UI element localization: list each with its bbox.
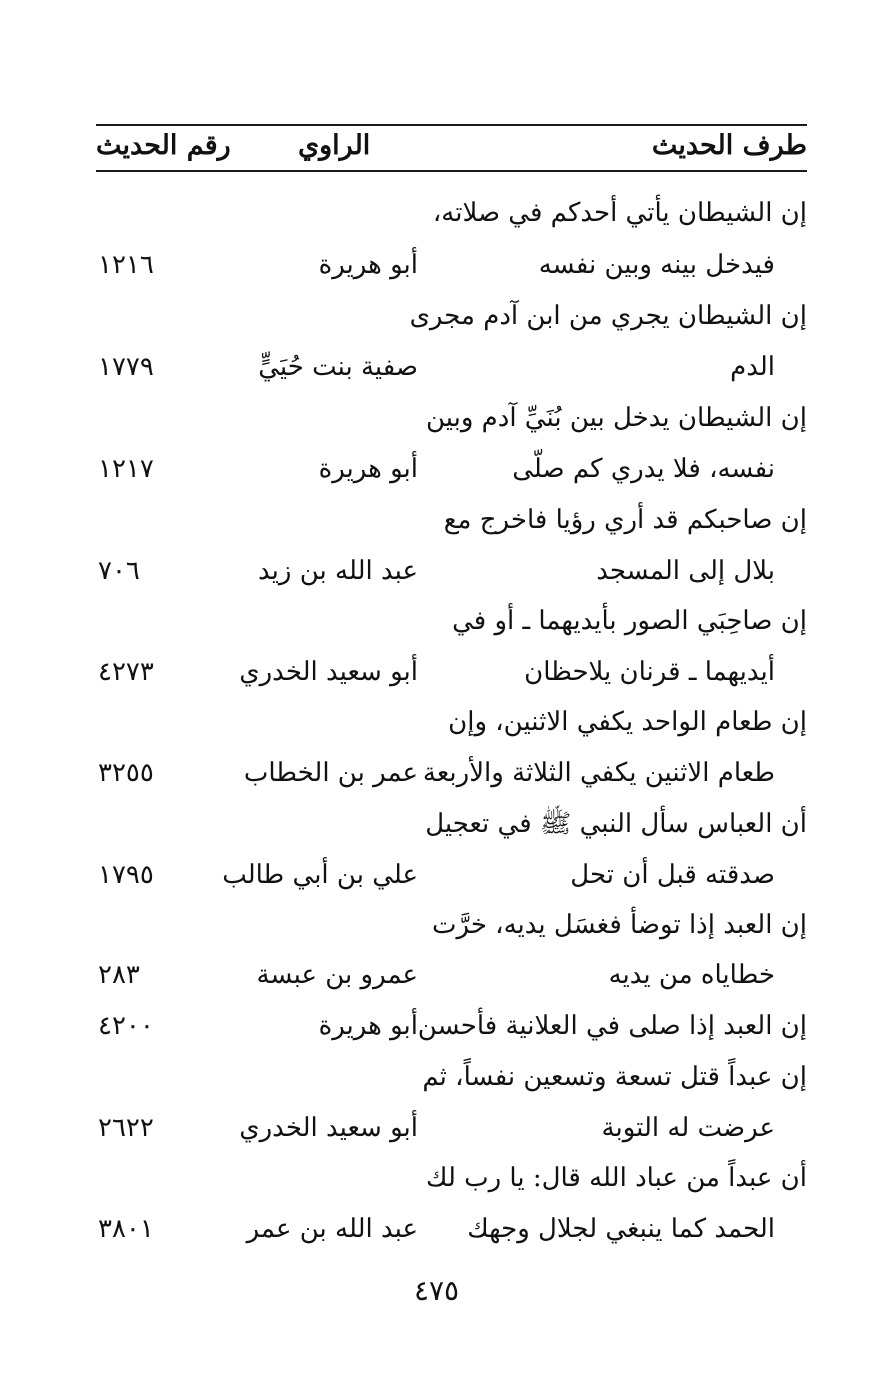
hadith-line: إن عبداً قتل تسعة وتسعين نفساً، ثم (422, 1062, 807, 1092)
hadith-line: إن العبد إذا صلى في العلانية فأحسن (417, 1011, 807, 1041)
hadith-number: ٣٢٥٥ (98, 758, 154, 788)
header-top-rule (96, 124, 807, 126)
narrator-name: عمرو بن عبسة (256, 960, 418, 990)
hadith-line: طعام الاثنين يكفي الثلاثة والأربعة (422, 758, 775, 788)
hadith-number: ١٢١٧ (98, 454, 154, 484)
column-header-number: رقم الحديث (96, 130, 231, 161)
hadith-line: إن الشيطان يجري من ابن آدم مجرى (409, 301, 807, 331)
narrator-name: عبد الله بن عمر (246, 1214, 418, 1244)
narrator-name: أبو هريرة (318, 1011, 418, 1041)
hadith-line: أن عبداً من عباد الله قال: يا رب لك (426, 1163, 807, 1193)
hadith-number: ٢٦٢٢ (98, 1113, 154, 1143)
page-number: ٤٧٥ (413, 1274, 460, 1307)
hadith-number: ٤٢٠٠ (98, 1011, 154, 1041)
hadith-line: بلال إلى المسجد (596, 556, 775, 586)
column-header-hadith: طرف الحديث (651, 130, 807, 161)
hadith-number: ٣٨٠١ (98, 1214, 154, 1244)
hadith-line: إن الشيطان يأتي أحدكم في صلاته، (432, 198, 807, 228)
narrator-name: علي بن أبي طالب (222, 860, 418, 890)
hadith-line: إن الشيطان يدخل بين بُنَيِّ آدم وبين (425, 403, 807, 433)
narrator-name: عمر بن الخطاب (243, 758, 418, 788)
narrator-name: أبو سعيد الخدري (239, 657, 418, 687)
hadith-line: أيديهما ـ قرنان يلاحظان (524, 657, 775, 687)
narrator-name: أبو هريرة (318, 454, 418, 484)
hadith-number: ١٢١٦ (98, 250, 154, 280)
narrator-name: صفية بنت حُيَيٍّ (258, 352, 418, 382)
narrator-name: أبو سعيد الخدري (239, 1113, 418, 1143)
narrator-name: عبد الله بن زيد (258, 556, 418, 586)
hadith-number: ٤٢٧٣ (98, 657, 154, 687)
hadith-line: إن طعام الواحد يكفي الاثنين، وإن (448, 707, 807, 737)
hadith-line: إن صاحبكم قد أري رؤيا فاخرج مع (443, 505, 807, 535)
hadith-line: أن العباس سأل النبي ﷺ في تعجيل (425, 809, 807, 839)
hadith-number: ١٧٩٥ (98, 860, 154, 890)
hadith-number: ١٧٧٩ (98, 352, 154, 382)
hadith-line: الحمد كما ينبغي لجلال وجهك (467, 1214, 775, 1244)
hadith-line: فيدخل بينه وبين نفسه (538, 250, 775, 280)
hadith-number: ٧٠٦ (98, 556, 140, 586)
hadith-line: نفسه، فلا يدري كم صلّى (512, 454, 775, 484)
hadith-number: ٢٨٣ (98, 960, 140, 990)
column-header-narrator: الراوي (298, 130, 371, 161)
header-bottom-rule (96, 170, 807, 172)
hadith-line: إن العبد إذا توضأ فغسَل يديه، خرَّت (432, 910, 807, 940)
hadith-line: خطاياه من يديه (608, 960, 775, 990)
hadith-line: إن صاحِبَي الصور بأيديهما ـ أو في (452, 606, 807, 636)
narrator-name: أبو هريرة (318, 250, 418, 280)
hadith-line: الدم (730, 352, 775, 382)
hadith-line: عرضت له التوبة (601, 1113, 775, 1143)
hadith-line: صدقته قبل أن تحل (570, 860, 775, 890)
